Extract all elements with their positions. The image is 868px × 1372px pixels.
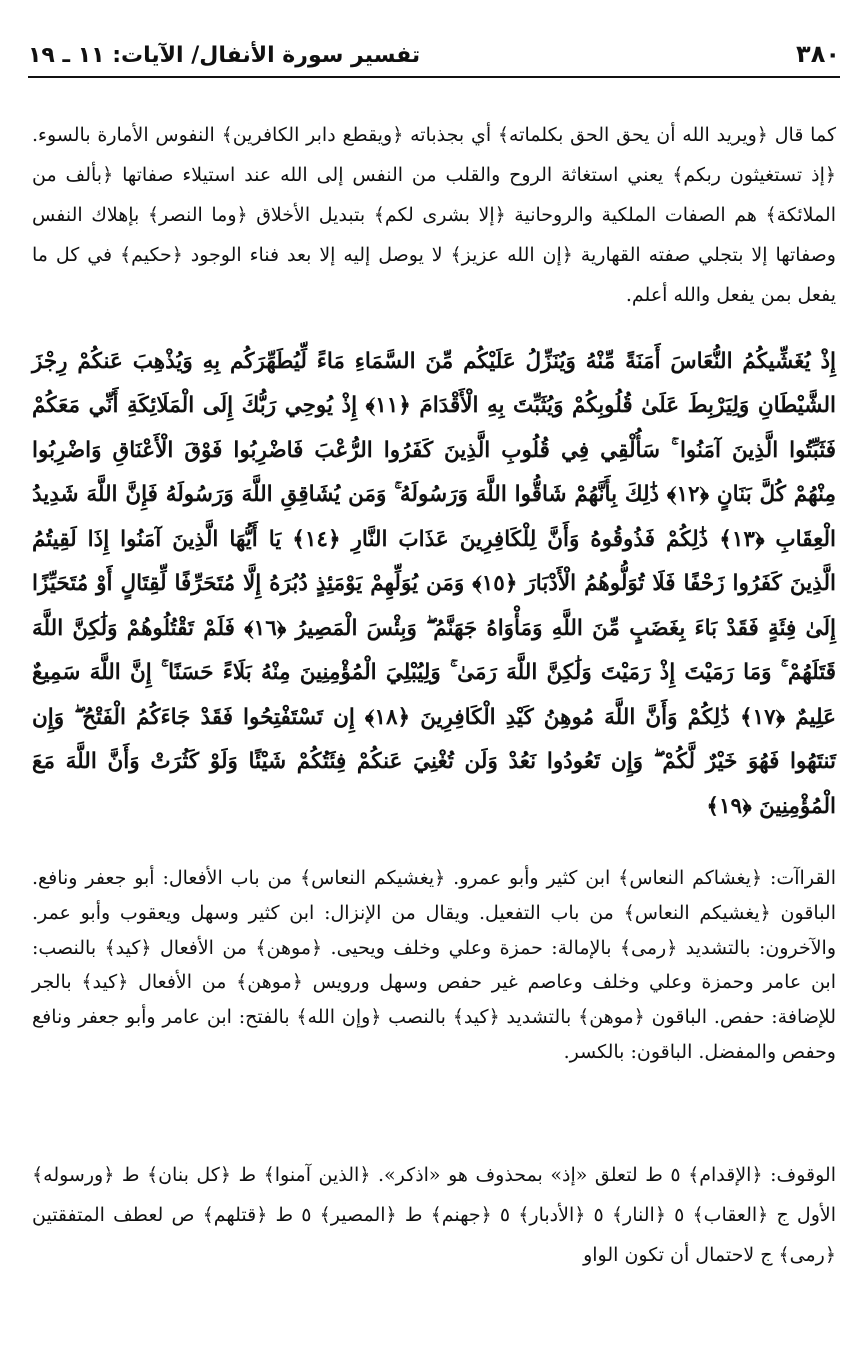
commentary-paragraph: كما قال ﴿ويريد الله أن يحق الحق بكلماته﴾ أي بجذباته ﴿ويقطع دابر الكافرين﴾ النفوس الأمارة بالسوء. ﴿إذ تستغيثون ربكم﴾ يعني استغاثة الروح والقلب من النفس إلى الله عند استيلاء صفاتها ﴿بألف من الملائكة﴾ هم الصفات الملكية والروحانية ﴿إلا بشرى لكم﴾ بتبديل الأخلاق ﴿وما النصر﴾ بإهلاك النفس وصفاتها إلا بتجلي صفته القهارية ﴿إن الله عزيز﴾ لا يوصل إليه إلا بعد فناء الوجود ﴿حكيم﴾ في كل ما يفعل بمن يفعل والله أعلم. <box>32 124 836 306</box>
stops-paragraph: الوقوف: ﴿الإقدام﴾ ٥ ط لتعلق «إذ» بمحذوف هو «اذكر». ﴿الذين آمنوا﴾ ط ﴿كل بنان﴾ ط ﴿ورسوله﴾ الأول ج ﴿العقاب﴾ ٥ ﴿النار﴾ ٥ ﴿الأدبار﴾ ٥ ﴿جهنم﴾ ط ﴿المصير﴾ ٥ ط ﴿قتلهم﴾ ص لعطف المتفقتين ﴿رمى﴾ ج لاحتمال أن تكون الواو <box>32 1164 836 1266</box>
running-title: تفسير سورة الأنفال/ الآيات: ١١ ـ ١٩ <box>28 43 421 68</box>
quran-verses: إِذْ يُغَشِّيكُمُ النُّعَاسَ أَمَنَةً مِّنْهُ وَيُنَزِّلُ عَلَيْكُم مِّنَ السَّمَاءِ مَاءً لِّيُطَهِّرَكُم بِهِ وَيُذْهِبَ عَنكُمْ رِجْزَ الشَّيْطَانِ وَلِيَرْبِطَ عَلَىٰ قُلُوبِكُمْ وَيُثَبِّتَ بِهِ الْأَقْدَامَ ﴿١١﴾ إِذْ يُوحِي رَبُّكَ إِلَى الْمَلَائِكَةِ أَنِّي مَعَكُمْ فَثَبِّتُوا الَّذِينَ آمَنُوا ۚ سَأُلْقِي فِي قُلُوبِ الَّذِينَ كَفَرُوا الرُّعْبَ فَاضْرِبُوا فَوْقَ الْأَعْنَاقِ وَاضْرِبُوا مِنْهُمْ كُلَّ بَنَانٍ ﴿١٢﴾ ذَٰلِكَ بِأَنَّهُمْ شَاقُّوا اللَّهَ وَرَسُولَهُ ۚ وَمَن يُشَاقِقِ اللَّهَ وَرَسُولَهُ فَإِنَّ اللَّهَ شَدِيدُ الْعِقَابِ ﴿١٣﴾ ذَٰلِكُمْ فَذُوقُوهُ وَأَنَّ لِلْكَافِرِينَ عَذَابَ النَّارِ ﴿١٤﴾ يَا أَيُّهَا الَّذِينَ آمَنُوا إِذَا لَقِيتُمُ الَّذِينَ كَفَرُوا زَحْفًا فَلَا تُوَلُّوهُمُ الْأَدْبَارَ ﴿١٥﴾ وَمَن يُوَلِّهِمْ يَوْمَئِذٍ دُبُرَهُ إِلَّا مُتَحَرِّفًا لِّقِتَالٍ أَوْ مُتَحَيِّزًا إِلَىٰ فِئَةٍ فَقَدْ بَاءَ بِغَضَبٍ مِّنَ اللَّهِ وَمَأْوَاهُ جَهَنَّمُ ۖ وَبِئْسَ الْمَصِيرُ ﴿١٦﴾ فَلَمْ تَقْتُلُوهُمْ وَلَٰكِنَّ اللَّهَ قَتَلَهُمْ ۚ وَمَا رَمَيْتَ إِذْ رَمَيْتَ وَلَٰكِنَّ اللَّهَ رَمَىٰ ۚ وَلِيُبْلِيَ الْمُؤْمِنِينَ مِنْهُ بَلَاءً حَسَنًا ۚ إِنَّ اللَّهَ سَمِيعٌ عَلِيمٌ ﴿١٧﴾ ذَٰلِكُمْ وَأَنَّ اللَّهَ مُوهِنُ كَيْدِ الْكَافِرِينَ ﴿١٨﴾ إِن تَسْتَفْتِحُوا فَقَدْ جَاءَكُمُ الْفَتْحُ ۖ وَإِن تَنتَهُوا فَهُوَ خَيْرٌ لَّكُمْ ۖ وَإِن تَعُودُوا نَعُدْ وَلَن تُغْنِيَ عَنكُمْ فِئَتُكُمْ شَيْئًا وَلَوْ كَثُرَتْ وَأَنَّ اللَّهَ مَعَ الْمُؤْمِنِينَ ﴿١٩﴾ <box>32 348 836 819</box>
header-rule <box>28 76 840 78</box>
readings-paragraph: القراآت: ﴿يغشاكم النعاس﴾ ابن كثير وأبو عمرو. ﴿يغشيكم النعاس﴾ من باب الأفعال: أبو جعفر ونافع. الباقون ﴿يغشيكم النعاس﴾ من باب التفعيل. ويقال من الإنزال: ابن كثير وسهل ويعقوب وأبو عمر. والآخرون: بالتشديد ﴿رمى﴾ بالإمالة: حمزة وعلي وخلف ويحيى. ﴿موهن﴾ من الأفعال ﴿كيد﴾ بالنصب: ابن عامر وحمزة وعلي وخلف وعاصم غير حفص وسهل ورويس ﴿موهن﴾ من الأفعال ﴿كيد﴾ بالجر للإضافة: حفص. الباقون ﴿موهن﴾ بالتشديد ﴿كيد﴾ بالنصب ﴿وإن الله﴾ بالفتح: ابن عامر وأبو جعفر ونافع وحفص والمفضل. الباقون: بالكسر. <box>32 867 836 1063</box>
page-number: ٣٨٠ <box>796 40 840 68</box>
page-header <box>28 28 840 68</box>
